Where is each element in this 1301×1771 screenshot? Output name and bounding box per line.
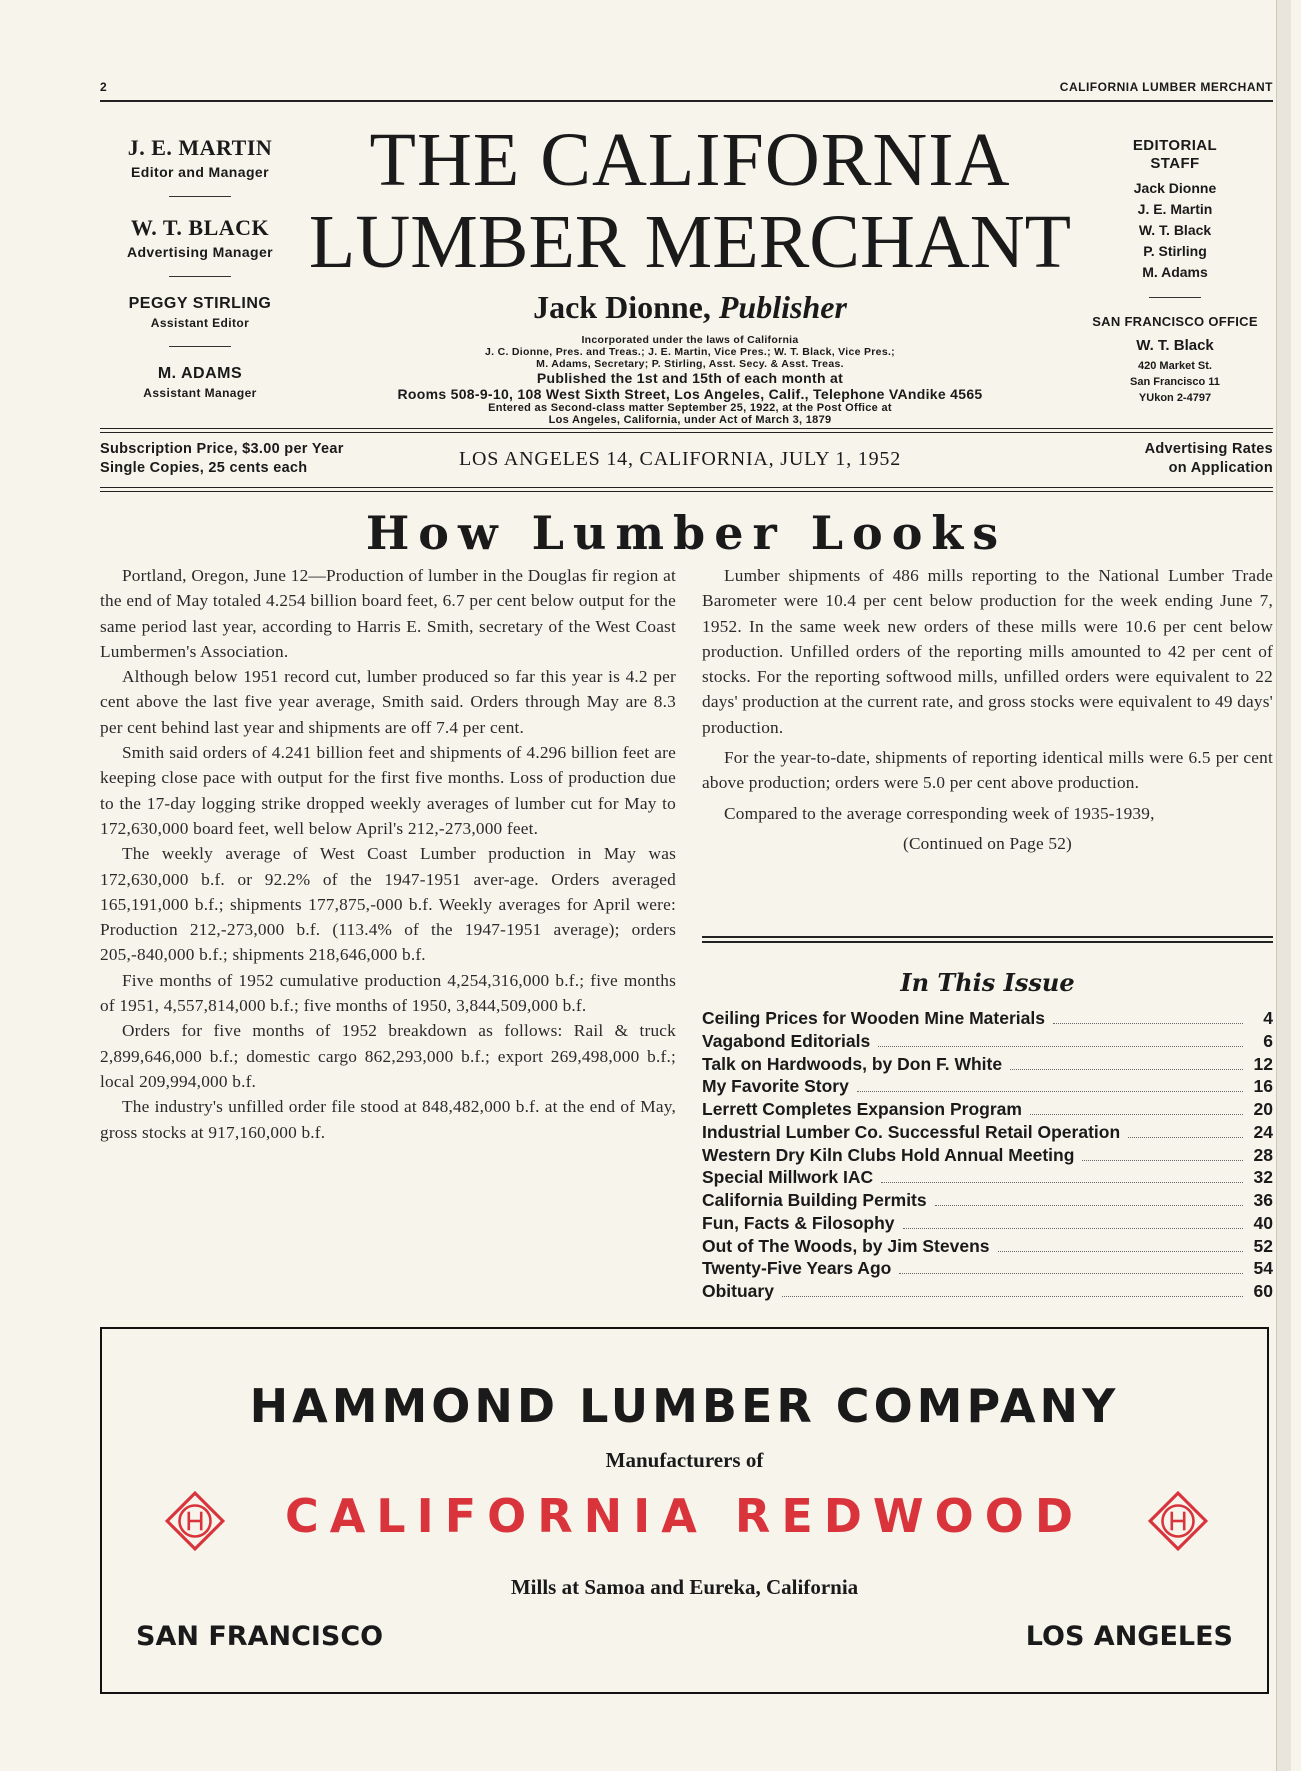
- toc-item-page: 28: [1253, 1144, 1273, 1165]
- toc-item: [702, 1167, 1273, 1190]
- article-column-right: [702, 563, 1273, 861]
- toc-rule: [702, 936, 1273, 938]
- toc-item-title: My Favorite Story: [702, 1076, 849, 1097]
- toc-item-title: California Building Permits: [702, 1190, 927, 1210]
- article-paragraph: Portland, Oregon, June 12—Production of lumber in the Douglas fir region at the end of May totaled 4.254 billion board feet, 6.7 per cent below output for the same period last year, according to Harris E. Smith, secretary of the West Coast Lumbermen's Association.: [100, 566, 676, 661]
- rule: [100, 491, 1273, 492]
- article-paragraph: Although below 1951 record cut, lumber produced so far this year is 4.2 per cent above the last five year average, Smith said. Orders through May are 8.3 per cent behind last year and shipments are off 7.4 per cent.: [100, 667, 676, 737]
- toc-item: [702, 1099, 1273, 1122]
- ad-manufacturers-line: Manufacturers of: [605, 1448, 764, 1472]
- sf-office-phone: YUkon 2-4797: [1138, 392, 1212, 404]
- toc-leader-dots: [1128, 1137, 1243, 1138]
- toc-leader-dots: [899, 1273, 1243, 1274]
- masthead-title-line2: LUMBER MERCHANT: [308, 200, 1072, 284]
- single-copy-price: Single Copies, 25 cents each: [100, 460, 308, 476]
- toc-item-page: 52: [1253, 1235, 1273, 1256]
- incorporated-note: Incorporated under the laws of California: [581, 334, 799, 346]
- page-number: 2: [100, 80, 108, 94]
- rule: [100, 487, 1273, 488]
- table-of-contents: [702, 1008, 1273, 1304]
- toc-item-title: Twenty-Five Years Ago: [702, 1258, 892, 1279]
- masthead: [300, 118, 1080, 426]
- advertising-line: Advertising Rates: [1144, 441, 1273, 457]
- toc-item: [702, 1258, 1273, 1281]
- editorial-staff-box: [1080, 137, 1270, 406]
- editorial-staff-name: Jack Dionne: [1133, 180, 1217, 196]
- toc-item-title: Talk on Hardwoods, by Don F. White: [702, 1053, 1003, 1074]
- toc-item: [702, 1236, 1273, 1259]
- toc-title: In This Issue: [900, 968, 1075, 997]
- subscription-info: [100, 440, 344, 478]
- divider: [1149, 297, 1201, 298]
- publisher-role: Publisher: [718, 289, 847, 325]
- sf-office-city: San Francisco 11: [1130, 376, 1220, 388]
- toc-item-page: 54: [1253, 1258, 1273, 1279]
- masthead-title-line1: THE CALIFORNIA: [369, 118, 1011, 202]
- toc-leader-dots: [1082, 1160, 1243, 1161]
- toc-item: [702, 1076, 1273, 1099]
- advertising-line: on Application: [1168, 460, 1273, 476]
- toc-item-page: 4: [1263, 1008, 1273, 1028]
- page-edge: [1276, 0, 1291, 1771]
- toc-item-title: Industrial Lumber Co. Successful Retail Operation: [702, 1121, 1121, 1142]
- toc-item: [702, 1213, 1273, 1236]
- toc-item: [702, 1281, 1273, 1304]
- toc-item: [702, 1122, 1273, 1145]
- sf-office-name: W. T. Black: [1136, 337, 1214, 354]
- rule: [100, 432, 1273, 433]
- toc-leader-dots: [857, 1091, 1243, 1092]
- toc-item: [702, 1190, 1273, 1213]
- toc-item-page: 32: [1253, 1167, 1273, 1188]
- staff-role: Assistant Editor: [150, 316, 250, 330]
- officers-line: M. Adams, Secretary; P. Stirling, Asst. Secy. & Asst. Treas.: [536, 358, 844, 370]
- article-paragraph: Smith said orders of 4.241 billion feet and shipments of 4.296 billion feet are keeping close pace with output for the first five months. Loss of production due to the 17-day logging strike dropped weekly averages of lumber cut for May to 172,630,000 board feet, well below April's 212,-273,000 feet.: [100, 743, 676, 838]
- toc-item-page: 40: [1253, 1212, 1273, 1233]
- toc-item-page: 16: [1253, 1076, 1273, 1097]
- officers-line: J. C. Dionne, Pres. and Treas.; J. E. Martin, Vice Pres.; W. T. Black, Vice Pres.;: [485, 346, 895, 358]
- editorial-staff-name: M. Adams: [1142, 264, 1208, 280]
- article-paragraph: The weekly average of West Coast Lumber production in May was 172,630,000 b.f. or 92.2% of the 1947-1951 aver-age. Orders averaged 165,191,000 b.f.; shipments 177,875,-000 b.f. Weekly averages for April were: Production 212,-273,000 b.f. (113.4% of the 1947-1951 average); orders 205,-840,000 b.f.; shipments 218,646,000 b.f.: [100, 844, 676, 965]
- article-paragraph: For the year-to-date, shipments of reporting identical mills were 6.5 per cent above production; orders were 5.0 per cent above production.: [702, 748, 1273, 793]
- hammond-h-logo-icon: [1147, 1490, 1209, 1552]
- toc-item-page: 24: [1253, 1121, 1273, 1142]
- editorial-heading: STAFF: [1150, 155, 1200, 172]
- running-title: CALIFORNIA LUMBER MERCHANT: [1059, 80, 1273, 94]
- toc-leader-dots: [1053, 1023, 1243, 1024]
- toc-item-page: 6: [1263, 1030, 1273, 1051]
- toc-item-page: 20: [1253, 1099, 1273, 1119]
- toc-item: [702, 1145, 1273, 1168]
- toc-leader-dots: [1010, 1069, 1243, 1070]
- toc-item: [702, 1054, 1273, 1077]
- toc-item-title: Out of The Woods, by Jim Stevens: [702, 1235, 990, 1256]
- entry-note: Entered as Second-class matter September 25, 1922, at the Post Office at: [488, 402, 892, 414]
- publisher-line: [300, 288, 1080, 326]
- article-paragraph: Orders for five months of 1952 breakdown as follows: Rail & truck 2,899,646,000 b.f.; domestic cargo 862,293,000 b.f.; export 269,498,000 b.f.; local 209,994,000 b.f.: [100, 1021, 676, 1091]
- publication-schedule: Published the 1st and 15th of each month at: [536, 370, 844, 386]
- staff-name: M. ADAMS: [157, 365, 243, 382]
- toc-leader-dots: [782, 1296, 1243, 1297]
- article-paragraph: Compared to the average corresponding week of 1935-1939,: [724, 803, 1155, 823]
- publication-address: Rooms 508-9-10, 108 West Sixth Street, Los Angeles, Calif., Telephone VAndike 4565: [397, 386, 983, 402]
- ad-company-name: HAMMOND LUMBER COMPANY: [249, 1379, 1120, 1433]
- toc-item-title: Western Dry Kiln Clubs Hold Annual Meeting: [702, 1144, 1075, 1165]
- editorial-heading: EDITORIAL: [1132, 137, 1218, 154]
- editorial-staff-name: J. E. Martin: [1137, 201, 1213, 217]
- staff-role: Advertising Manager: [126, 244, 274, 260]
- article-paragraph: Lumber shipments of 486 mills reporting to the National Lumber Trade Barometer were 10.4 per cent below production for the week ending June 7, 1952. In the same week new orders of these mills were 10.6 per cent below production. Unfilled orders of the reporting mills amounted to 42 per cent of stocks. For the reporting softwood mills, unfilled orders were equivalent to 22 days' production at the current rate, and gross stocks were equivalent to 49 days' production.: [702, 566, 1273, 737]
- dateline: LOS ANGELES 14, CALIFORNIA, JULY 1, 1952: [458, 448, 902, 470]
- staff-name: J. E. MARTIN: [127, 135, 273, 160]
- toc-item: [702, 1031, 1273, 1054]
- toc-item-page: 60: [1253, 1281, 1273, 1301]
- rule: [100, 428, 1273, 429]
- toc-item-title: Vagabond Editorials: [702, 1030, 871, 1051]
- subscription-row: [100, 440, 1273, 482]
- staff-role: Assistant Manager: [143, 386, 257, 400]
- toc-item-title: Ceiling Prices for Wooden Mine Materials: [702, 1008, 1045, 1028]
- toc-item-page: 36: [1253, 1190, 1273, 1210]
- ad-city-left: SAN FRANCISCO: [136, 1621, 384, 1652]
- toc-item-title: Fun, Facts & Filosophy: [702, 1212, 895, 1233]
- toc-item-title: Special Millwork IAC: [702, 1167, 874, 1188]
- ad-mills-line: Mills at Samoa and Eureka, California: [510, 1575, 859, 1599]
- toc-leader-dots: [935, 1205, 1243, 1206]
- divider: [169, 346, 231, 347]
- toc-leader-dots: [998, 1251, 1244, 1252]
- publisher-name: Jack Dionne,: [533, 289, 711, 325]
- staff-role: Editor and Manager: [131, 164, 269, 180]
- toc-leader-dots: [878, 1046, 1243, 1047]
- advertising-info: [1145, 440, 1273, 478]
- hammond-advertisement: [100, 1327, 1269, 1694]
- running-header: [100, 80, 1273, 98]
- toc-item: [702, 1008, 1273, 1031]
- staff-name: W. T. BLACK: [130, 215, 270, 240]
- toc-leader-dots: [881, 1182, 1243, 1183]
- toc-item-title: Obituary: [702, 1281, 774, 1301]
- sf-office-heading: SAN FRANCISCO OFFICE: [1092, 314, 1258, 329]
- staff-column-left: [100, 135, 300, 400]
- editorial-staff-name: P. Stirling: [1143, 243, 1207, 259]
- article-paragraph: The industry's unfilled order file stood at 848,482,000 b.f. at the end of May, gross stocks at 917,160,000 b.f.: [100, 1097, 676, 1142]
- article-headline: How Lumber Looks: [365, 506, 1008, 560]
- toc-item-title: Lerrett Completes Expansion Program: [702, 1099, 1022, 1119]
- toc-leader-dots: [903, 1228, 1243, 1229]
- ad-product-name: CALIFORNIA REDWOOD: [284, 1489, 1085, 1543]
- divider: [169, 276, 231, 277]
- toc-rule: [702, 941, 1273, 943]
- subscription-price: Subscription Price, $3.00 per Year: [100, 441, 344, 457]
- ad-city-right: LOS ANGELES: [1025, 1621, 1233, 1652]
- article-column-left: [100, 563, 676, 1145]
- toc-item-page: 12: [1253, 1053, 1273, 1074]
- staff-name: PEGGY STIRLING: [128, 295, 272, 312]
- continued-note: (Continued on Page 52): [902, 833, 1073, 853]
- toc-leader-dots: [1030, 1114, 1243, 1115]
- sf-office-street: 420 Market St.: [1138, 360, 1212, 372]
- divider: [169, 196, 231, 197]
- article-paragraph: Five months of 1952 cumulative production 4,254,316,000 b.f.; five months of 1951, 4,557,814,000 b.f.; five months of 1950, 3,844,509,000 b.f.: [100, 970, 676, 1016]
- header-rule: [100, 100, 1273, 102]
- entry-note: Los Angeles, California, under Act of March 3, 1879: [548, 414, 832, 426]
- editorial-staff-name: W. T. Black: [1138, 222, 1212, 238]
